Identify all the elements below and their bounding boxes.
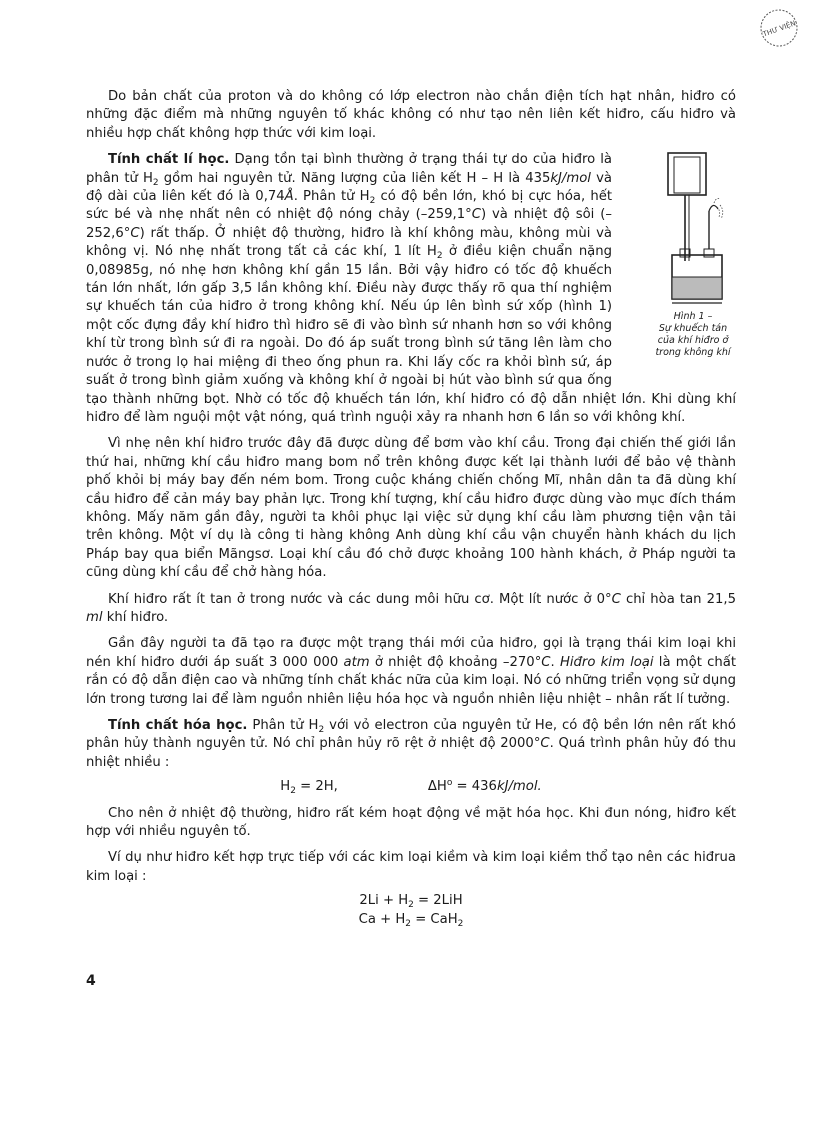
section-heading-physical: Tính chất lí học.: [108, 152, 230, 168]
paragraph-physical-properties: Hình 1 – Sự khuếch tán của khí hiđro ở trong không khí Tính chất lí học. Dạng tồn tại bình thường ở trạng thái tự do của hiđro là phân tử $H_2$ gồm hai nguyên tử. Năng lượng của liên kết H – H là 435kJ/mol và độ dài của liên kết đó là 0,74Å. Phân tử $H_2$ có độ bền lớn, khó bị cực hóa, hết sức bé và nhẹ nhất nên có nhiệt độ nóng chảy (–259,1°C) và nhiệt độ sôi (–252,6°C) rất thấp. Ở nhiệt độ thường, hiđro là khí không màu, không mùi và không vị. Nó nhẹ nhất trong tất cả các khí, 1 lít $H_2$ ở điều kiện chuẩn nặng 0,08985g, nó nhẹ hơn không khí gần 15 lần. Bởi vậy hiđro có tốc độ khuếch tán lớn nhất, lớn gấp 3,5 lần không khí. Điều này được thấy rõ qua thí nghiệm sự khuếch tán của hiđro ở trong không khí. Nếu úp lên bình sứ xốp (hình 1) một cốc đựng đầy khí hiđro thì hiđro sẽ đi vào bình sứ nhanh hơn so với không khí từ trong bình sứ đi ra ngoài. Do đó áp suất trong bình sứ tăng lên làm cho nước ở trong lọ hai miệng đi theo ống phun ra. Khi lấy cốc ra khỏi bình sứ, áp suất ở trong bình giảm xuống và không khí ở ngoài bị hút vào bình sứ qua ống tạo thành những bọt. Nhờ có tốc độ khuếch tán lớn, khí hiđro có độ dẫn nhiệt lớn. Khi dùng khí hiđro để làm nguội một vật nóng, quá trình nguội xảy ra nhanh hơn 6 lần so với không khí.: [86, 151, 736, 427]
paragraph-hydrides: Ví dụ như hiđro kết hợp trực tiếp với các kim loại kiềm và kim loại kiềm thổ tạo nên các hiđrua kim loại :: [86, 850, 736, 884]
section-heading-chemical: Tính chất hóa học.: [108, 718, 248, 733]
paragraph-balloons: Vì nhẹ nên khí hiđro trước đây đã được dùng để bơm vào khí cầu. Trong đại chiến thế giới lần thứ hai, những khí cầu hiđro mang bom nổ trên không được kết lại thành lưới để bảo vệ thành phố khỏi bị máy bay đến ném bom. Trong cuộc kháng chiến chống Mĩ, nhân dân ta đã dùng khí cầu hiđro để cản máy bay phản lực. Trong khí tượng, khí cầu hiđro được dùng vào mục đích thám không. Mấy năm gần đây, người ta khôi phục lại việc sử dụng khí cầu làm phương tiện vận tải trên không. Một ví dụ là công ti hàng không Anh dùng khí cầu vận chuyển hành khách du lịch Pháp bay qua biển Mãngsơ. Loại khí cầu đó chở được khoảng 100 hành khách, ở Pháp người ta cũng dùng khí cầu để chở hàng hóa.: [86, 436, 736, 581]
stamp-text: THƯ VIỆN: [761, 19, 797, 39]
paragraph-reactivity: Cho nên ở nhiệt độ thường, hiđro rất kém hoạt động về mặt hóa học. Khi đun nóng, hiđro kết hợp với nhiều nguyên tố.: [86, 805, 736, 840]
library-stamp: [748, 4, 810, 52]
page-number: 4: [86, 973, 96, 989]
body-text: [86, 88, 736, 937]
diffusion-apparatus-figure: [650, 151, 758, 311]
equation-dissociation: $H_2 = 2H$, $\Delta H^o = 436kJ/mol$.: [280, 778, 542, 797]
figure-1: [628, 151, 736, 377]
figure-1-caption: Hình 1 – Sự khuếch tán của khí hiđro ở trong không khí: [655, 311, 731, 359]
equation-cah2: $Ca + H_2 = CaH_2$: [358, 911, 464, 929]
equation-lih: $2Li + H_2 = 2LiH$: [359, 893, 463, 911]
paragraph-metallic-hydrogen: Gần đây người ta đã tạo ra được một trạng thái mới của hiđro, gọi là trạng thái kim loại khi nén khí hiđro dưới áp suất 3 000 000 atm ở nhiệt độ khoảng –270°C. Hiđro kim loại là một chất rắn có độ dẫn điện cao và những tính chất khác nữa của kim loại. Nó có những triển vọng sử dụng lớn trong tương lai để làm nguồn nhiên liệu hóa học và nguồn nhiên liệu nhiệt – nhân rất lí tưởng.: [86, 636, 736, 707]
equations-hydrides: [86, 892, 736, 929]
paragraph-intro: Do bản chất của proton và do không có lớp electron nào chắn điện tích hạt nhân, hiđro có những đặc điểm mà những nguyên tố khác không có như tạo nên liên kết hiđro, cấu hiđro và nhiều hợp chất không hợp thức với kim loại.: [86, 89, 736, 141]
paragraph-solubility: Khí hiđro rất ít tan ở trong nước và các dung môi hữu cơ. Một lít nước ở 0°C chỉ hòa tan 21,5 ml khí hiđro.: [86, 591, 736, 625]
paragraph-chemical-properties: Tính chất hóa học. Phân tử $H_2$ với vỏ electron của nguyên tử He, có độ bền lớn nên rất khó phân hủy thành nguyên tử. Nó chỉ phân hủy rõ rệt ở nhiệt độ 2000°C. Quá trình phân hủy đó thu nhiệt nhiều :: [86, 718, 736, 770]
